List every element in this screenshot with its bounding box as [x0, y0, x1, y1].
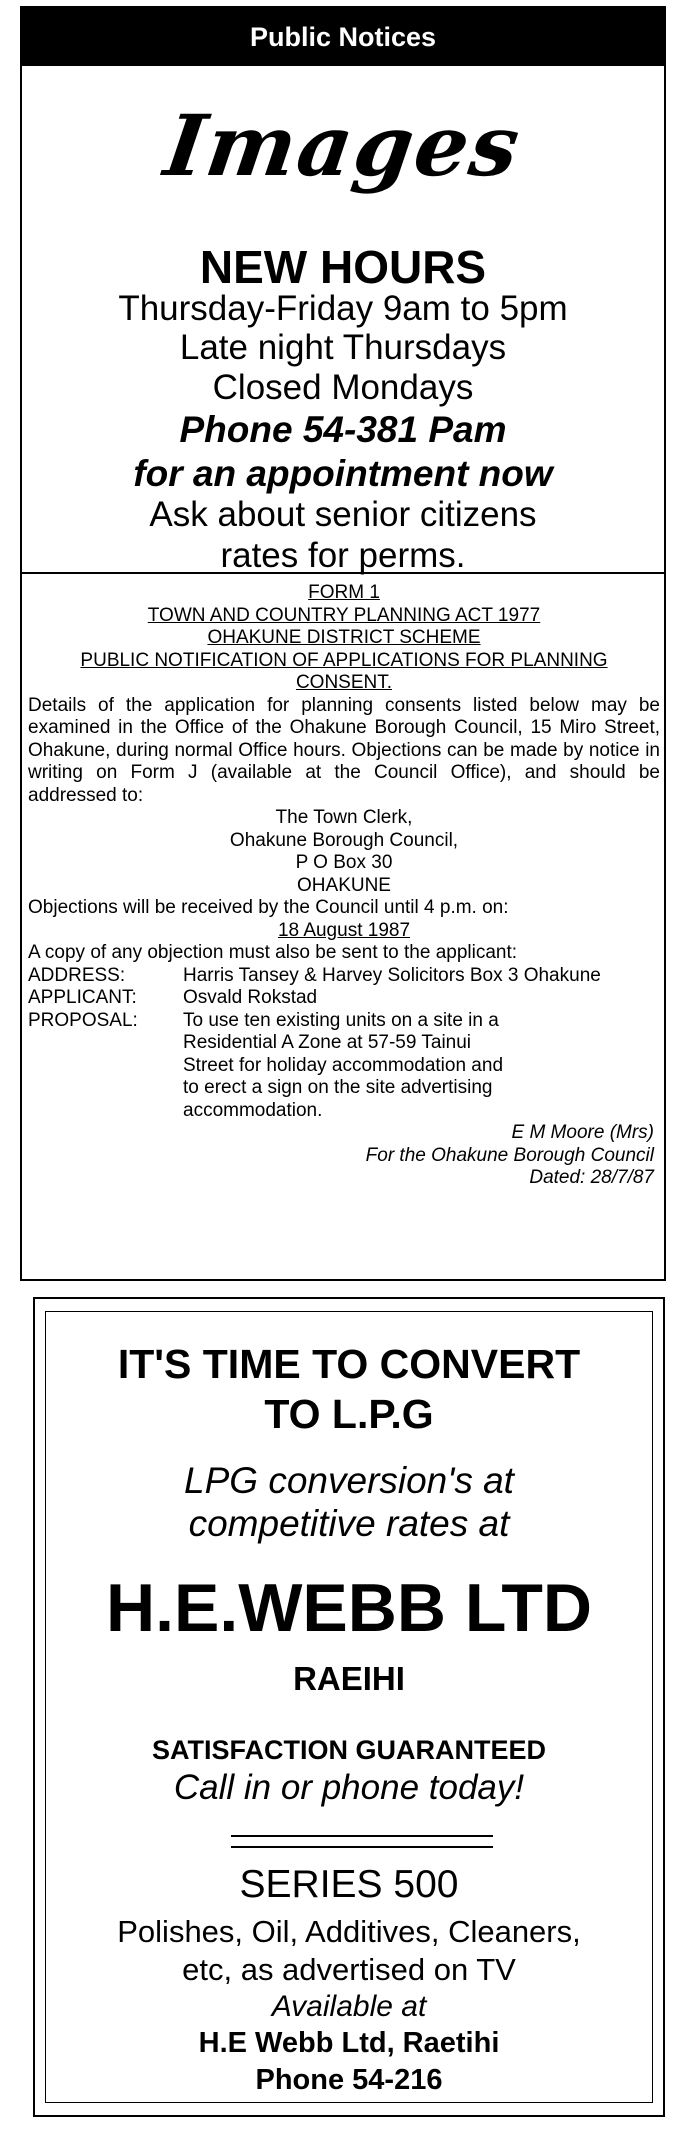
hours-line-3: Closed Mondays — [212, 368, 474, 407]
form-number: FORM 1 — [308, 582, 380, 603]
objections-text: Objections will be received by the Council until 4 p.m. on: — [28, 897, 509, 918]
lpg-intro-1: LPG conversion's at — [184, 1460, 514, 1501]
lpg-ad — [45, 1311, 653, 2103]
lpg-headline-1: IT'S TIME TO CONVERT — [117, 1341, 581, 1387]
section-divider — [22, 572, 664, 574]
scheme-title: OHAKUNE DISTRICT SCHEME — [207, 627, 481, 648]
lpg-company-name: H.E.WEBB LTD — [105, 1570, 593, 1646]
applicant-value: Osvald Rokstad — [183, 987, 318, 1008]
lpg-satisfaction: SATISFACTION GUARANTEED — [151, 1735, 546, 1765]
senior-line-2: rates for perms. — [220, 536, 466, 575]
address-value: Harris Tansey & Harvey Solicitors Box 3 Ohakune — [183, 964, 601, 986]
images-logo: Images — [159, 96, 528, 195]
senior-line-1: Ask about senior citizens — [149, 495, 537, 534]
address-line-3: P O Box 30 — [295, 852, 393, 873]
applicant-label: APPLICANT: — [28, 987, 137, 1008]
act-title: TOWN AND COUNTRY PLANNING ACT 1977 — [147, 604, 541, 626]
lpg-intro-2: competitive rates at — [188, 1503, 510, 1544]
lpg-double-rule — [231, 1835, 493, 1848]
copy-text: A copy of any objection must also be sent to the applicant: — [28, 942, 518, 963]
lpg-headline-2: TO L.P.G — [264, 1391, 434, 1437]
appointment-line: for an appointment now — [133, 453, 553, 494]
address-line-4: OHAKUNE — [297, 874, 391, 896]
lpg-town: RAEIHI — [293, 1660, 405, 1697]
proposal-value: To use ten existing units on a site in a Residential A Zone at 57-59 Tainui Street for holiday accommodation and to erect a sign on the site advertising accommodation. — [183, 1009, 504, 1121]
lpg-phone: Phone 54-216 — [255, 2064, 443, 2096]
public-notices-box — [20, 6, 666, 1281]
address-line-1: The Town Clerk, — [275, 807, 413, 828]
public-notices-header: Public Notices — [22, 8, 664, 66]
lpg-call-line: Call in or phone today! — [173, 1768, 525, 1807]
lpg-company-location: H.E Webb Ltd, Raetihi — [198, 2027, 500, 2059]
signatory-name: E M Moore (Mrs) — [511, 1122, 654, 1143]
address-label: ADDRESS: — [28, 964, 126, 986]
planning-notice — [28, 582, 660, 1190]
dated-line: Dated: 28/7/87 — [529, 1167, 654, 1188]
notice-title-line-1: PUBLIC NOTIFICATION OF APPLICATIONS FOR PLANNING — [80, 649, 608, 671]
images-hair-ad — [22, 66, 664, 575]
objection-deadline: 18 August 1987 — [277, 919, 411, 941]
images-phone: Phone 54-381 Pam — [179, 409, 507, 450]
address-row — [28, 965, 660, 988]
new-hours-headline: NEW HOURS — [199, 241, 487, 293]
lpg-series: SERIES 500 — [239, 1863, 459, 1906]
signatory-for: For the Ohakune Borough Council — [365, 1144, 654, 1166]
lpg-ad-outer-border — [33, 1297, 665, 2117]
notice-title-line-2: CONSENT. — [295, 672, 393, 693]
proposal-label: PROPOSAL: — [28, 1009, 138, 1031]
hours-line-2: Late night Thursdays — [179, 328, 507, 367]
lpg-available: Available at — [271, 1990, 427, 2023]
lpg-products-1: Polishes, Oil, Additives, Cleaners, — [117, 1914, 581, 1949]
hours-line-1: Thursday-Friday 9am to 5pm — [118, 289, 568, 328]
lpg-products-2: etc, as advertised on TV — [182, 1952, 516, 1987]
applicant-row — [28, 987, 660, 1010]
notice-details: Details of the application for planning consents listed below may be examined in the Office of the Ohakune Borough Council, 15 Miro Street, Ohakune, during normal Office hours. Objections can be made by notice in writing on Form J (available at the Council Office), and should be addressed to: — [28, 694, 660, 806]
proposal-row — [28, 1010, 660, 1123]
address-line-2: Ohakune Borough Council, — [229, 829, 459, 851]
